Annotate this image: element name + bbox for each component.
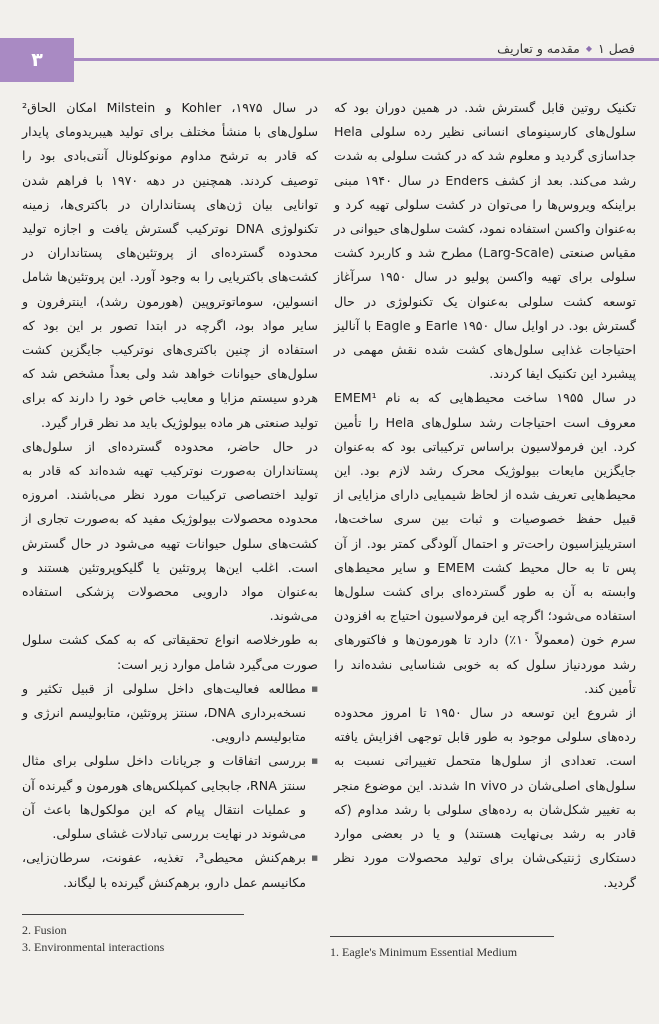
header-rule xyxy=(74,58,659,61)
list-item: ■ بررسی اتفاقات و جریانات داخل سلولی برای مثال سنتز RNA، جابجایی کمپلکس‌های هورمون و گیرنده آن و عملیات انتقال پیام که این مولکول‌ها باعث آن می‌شوند در نهایت بررسی تبادلات غشای سلولی. xyxy=(22,749,318,846)
footnotes-left xyxy=(22,922,164,956)
footnote: 3. Environmental interactions xyxy=(22,940,165,954)
left-column xyxy=(22,96,318,895)
footnote: 1. Eagle's Minimum Essential Medium xyxy=(330,945,518,959)
chapter-label: فصل ۱ xyxy=(598,40,635,56)
paragraph: به طورخلاصه انواع تحقیقاتی که به کمک کشت سلول صورت می‌گیرد شامل موارد زیر است: xyxy=(22,632,318,672)
list-item: ■ مطالعه فعالیت‌های داخل سلولی از قبیل تکثیر و نسخه‌برداری DNA، سنتز پروتئین، متابولیسم انرژی و متابولیسم دارویی. xyxy=(22,677,318,750)
footnote-rule xyxy=(22,914,244,915)
footnote-rule xyxy=(330,936,554,937)
footnotes-right xyxy=(330,944,517,961)
page-number: ۳ xyxy=(0,38,74,82)
paragraph: تکنیک روتین قابل گسترش شد. در همین دوران بود که سلول‌های کارسینومای انسانی نظیر رده سلولی Hela جداسازی گردید و معلوم شد که در کشت سلولی به شدت رشد می‌کند. بعد از کشف Enders در سال ۱۹۴۰ مبنی براینکه ویروس‌ها را می‌توان در کشت سلولی تهیه کرد و به‌عنوان واکسن استفاده نمود، کشت سلول‌های حیوانی در مقیاس صنعتی (Larg-Scale) مطرح شد و کاربرد کشت سلولی برای تهیه واکسن پولیو در سال ۱۹۵۰ سرآغاز توسعه کشت سلولی به‌عنوان یک تکنولوژی در حال گسترش بود. در اوایل سال ۱۹۵۰ Earle و Eagle با آنالیز احتیاجات غذایی سلول‌های کشت شده نقش مهمی در پیشبرد این تکنیک ایفا کردند. xyxy=(334,100,637,382)
footnote: 2. Fusion xyxy=(22,923,67,937)
research-list xyxy=(22,677,318,895)
diamond-icon: ◆ xyxy=(585,43,593,53)
paragraph: در حال حاضر، محدوده گسترده‌ای از سلول‌های پستانداران به‌صورت نوترکیب تهیه شده‌اند که قادر به تولید اختصاصی ترکیبات مورد نظر می‌باشند. امروزه محدوده محصولات بیولوژیک مفید که به‌صورت تجاری از کشت‌های سلول حیوانات تهیه می‌شود در حال گسترش است. اغلب این‌ها پروتئین یا گلیکوپروتئین هستند و به‌عنوان مواد دارویی محصولات پزشکی استفاده می‌شوند. xyxy=(22,438,318,624)
paragraph: در سال ۱۹۷۵، Kohler و Milstein امکان الحاق² سلول‌های با منشأ مختلف برای تولید هیبریدومای پایدار که قادر به ترشح مداوم مونوکلونال آنتی‌بادی بود را توصیف کردند. همچنین در دهه ۱۹۷۰ با فراهم شدن توانایی بیان ژن‌های پستانداران در باکتری‌ها، زمینه تکنولوژی DNA نوترکیب گسترش یافت و اجازه تولید محدوده گسترده‌ای از پروتئین‌های پستانداران در کشت‌های باکتریایی را به وجود آورد. این پروتئین‌ها شامل انسولین، سوماتوتروپین (هورمون رشد)، اینترفرون و سایر مواد بود، اگرچه در ابتدا تصور بر این بود که استفاده از چنین باکتری‌های نوترکیب جایگزین کشت سلول‌های حیوانات خواهد شد ولی بعداً مشخص شد که هردو سیستم مزایا و معایب خاص خود را دارند که برای تولید صنعتی هر ماده بیولوژیک باید مد نظر قرار گیرد. xyxy=(22,100,318,430)
right-column xyxy=(334,96,636,895)
list-item: ■ برهم‌کنش محیطی³، تغذیه، عفونت، سرطان‌زایی، مکانیسم عمل دارو، برهم‌کنش گیرنده با لیگاند. xyxy=(22,846,318,894)
chapter-title: مقدمه و تعاریف xyxy=(497,40,580,56)
paragraph: از شروع این توسعه در سال ۱۹۵۰ تا امروز محدوده رده‌های سلولی موجود به طور قابل توجهی افزایش یافته است. تعدادی از سلول‌ها متحمل تغییراتی نسبت به سلول‌های اصلی‌شان در In vivo شدند. این موضوع منجر به تغییر شکل‌شان به رده‌های سلولی با رشد مداوم (که قادر به رشد بی‌نهایت هستند) و یا در بعضی موارد دستکاری ژنتیکی‌شان برای تولید محصولات مورد نظر گردید. xyxy=(334,705,636,890)
paragraph: در سال ۱۹۵۵ ساخت محیط‌هایی که به نام EMEM¹ معروف است احتیاجات رشد سلول‌های Hela را تأمین کرد. این فرمولاسیون براساس ترکیباتی بود که به‌عنوان جایگزین مایعات بیولوژیک محرک رشد لازم بود. این محیط‌هایی تعریف شده از لحاظ شیمیایی دارای مزایایی از قبیل حفظ خصوصیات و ثبات بین سری ساخت‌ها، استریلیزاسیون راحت‌تر و احتمال آلودگی کمتر بود. از آن پس تا به حال محیط کشت EMEM و سایر محیط‌های وابسته به آن به طور گسترده‌ای برای کشت سلول‌ها استفاده می‌شود؛ اگرچه این فرمولاسیون احتیاج به افزودن سرم خون (معمولاً ۱۰٪) دارد تا هورمون‌ها و فاکتورهای رشد موردنیاز سلول که به خوبی شناسایی نشده‌اند را تأمین کند. xyxy=(334,390,637,696)
running-header xyxy=(497,38,635,58)
